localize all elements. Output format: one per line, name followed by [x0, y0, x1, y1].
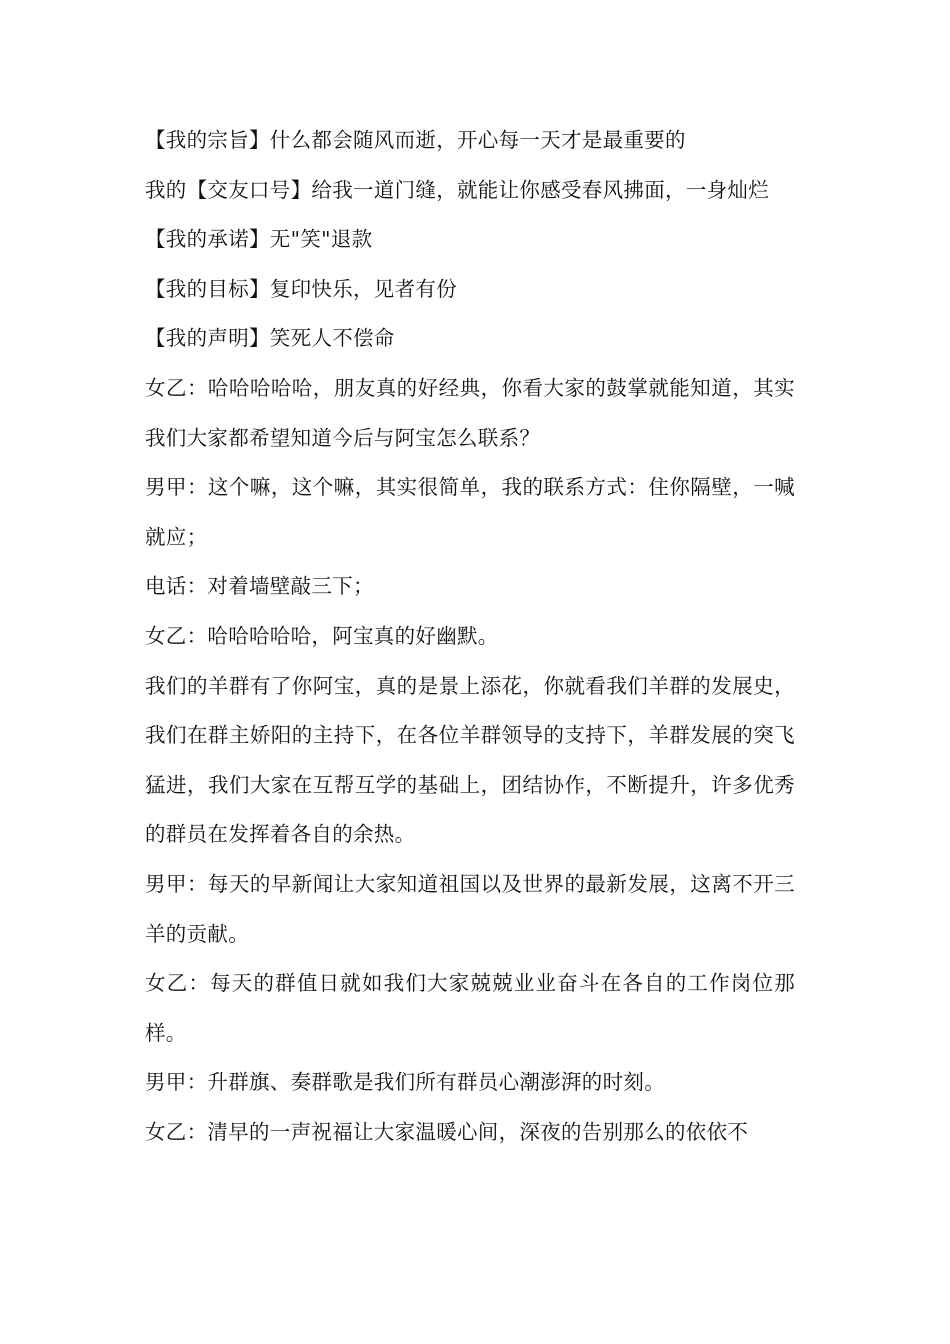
paragraph-dialogue: 女乙：哈哈哈哈哈，阿宝真的好幽默。 [145, 623, 499, 648]
paragraph-dialogue: 女乙：清早的一声祝福让大家温暖心间，深夜的告别那么的依依不 [145, 1119, 749, 1144]
paragraph-dialogue: 女乙：哈哈哈哈哈，朋友真的好经典，你看大家的鼓掌就能知道，其实我们大家都希望知道今后与阿宝怎么联系？ [145, 375, 795, 450]
paragraph-dialogue: 电话：对着墙壁敲三下； [145, 574, 374, 599]
paragraph-statement: 【我的声明】笑死人不偿命 [145, 326, 395, 351]
document-body [145, 116, 795, 1157]
paragraph-motto: 【我的宗旨】什么都会随风而逝，开心每一天才是最重要的 [145, 128, 686, 152]
paragraph-dialogue: 女乙：每天的群值日就如我们大家兢兢业业奋斗在各自的工作岗位那样。 [145, 971, 795, 1045]
paragraph-dialogue: 男甲：每天的早新闻让大家知道祖国以及世界的最新发展，这离不开三羊的贡献。 [145, 871, 795, 946]
paragraph-goal: 【我的目标】复印快乐，见者有份 [145, 276, 457, 301]
paragraph-dialogue: 男甲：升群旗、奏群歌是我们所有群员心潮澎湃的时刻。 [145, 1070, 665, 1095]
paragraph-dialogue: 我们的羊群有了你阿宝，真的是景上添花，你就看我们羊群的发展史，我们在群主娇阳的主持下，在各位羊群领导的支持下，羊群发展的突飞猛进，我们大家在互帮互学的基础上，团结协作，不断提升，许多优秀的群员在发挥着各自的余热。 [145, 673, 795, 847]
paragraph-promise: 【我的承诺】无"笑"退款 [145, 227, 373, 252]
paragraph-friendship-slogan: 我的【交友口号】给我一道门缝，就能让你感受春风拂面，一身灿烂 [145, 177, 769, 202]
paragraph-dialogue: 男甲：这个嘛，这个嘛，其实很简单，我的联系方式：住你隔壁，一喊就应； [145, 475, 795, 549]
